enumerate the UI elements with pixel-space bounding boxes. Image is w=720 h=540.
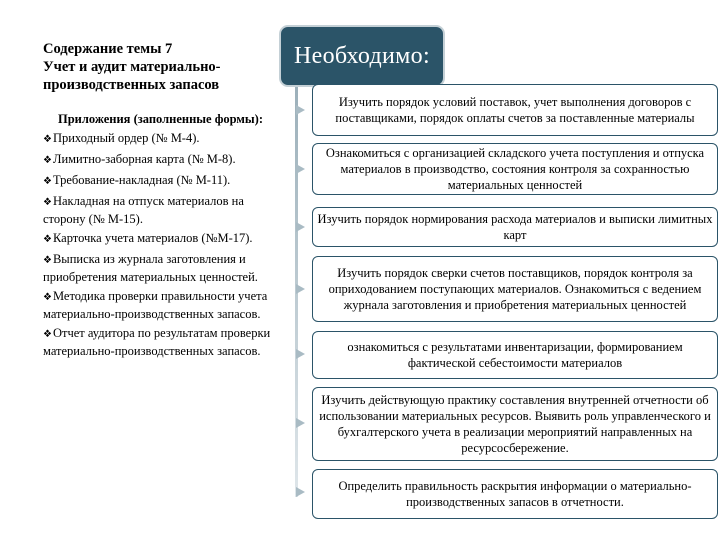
- list-item: ❖Методика проверки правильности учета материально-производственных запасов.: [43, 288, 268, 322]
- topic-title-line-1: Содержание темы 7: [43, 41, 173, 57]
- arrow-icon: [296, 487, 305, 497]
- topic-title-line-2: Учет и аудит материально-: [43, 59, 221, 75]
- appendix-list: [43, 130, 278, 360]
- list-item: ❖Выписка из журнала заготовления и приобретения материальных ценностей.: [43, 251, 258, 285]
- checkmark-bullet-icon: ❖: [43, 291, 52, 303]
- step-box-4: Изучить порядок сверки счетов поставщиков, порядок контроля за оприходованием поступающих материалов. Ознакомиться с ведением журнала заготовления и приобретения материальных ценностей: [312, 256, 718, 322]
- arrow-icon: [296, 164, 305, 174]
- checkmark-bullet-icon: ❖: [43, 254, 52, 266]
- list-item: ❖Лимитно-заборная карта (№ М-8).: [43, 151, 236, 166]
- step-box-5: ознакомиться с результатами инвентаризации, формированием фактической себестоимости материалов: [312, 331, 718, 379]
- checkmark-bullet-icon: ❖: [43, 329, 52, 341]
- checkmark-bullet-icon: ❖: [43, 154, 52, 166]
- topic-panel: [43, 40, 278, 362]
- checkmark-bullet-icon: ❖: [43, 134, 52, 145]
- topic-title-line-3: производственных запасов: [43, 77, 220, 93]
- list-item: ❖Карточка учета материалов (№М-17).: [43, 230, 253, 245]
- checkmark-bullet-icon: ❖: [43, 196, 52, 208]
- list-item: ❖Накладная на отпуск материалов на сторону (№ М-15).: [43, 193, 244, 226]
- arrow-icon: [296, 284, 305, 294]
- arrow-icon: [296, 418, 305, 428]
- arrow-icon: [296, 105, 305, 115]
- topic-title: [43, 40, 278, 94]
- arrow-icon: [296, 222, 305, 232]
- appendix-heading: Приложения (заполненные формы):: [58, 112, 263, 126]
- step-box-7: Определить правильность раскрытия информации о материально-производственных запасов в отчетности.: [312, 469, 718, 519]
- step-box-2: Ознакомиться с организацией складского учета поступления и отпуска материалов в производство, состояния контроля за сохранностью материальных ценностей: [312, 143, 718, 195]
- required-heading: Необходимо:: [279, 25, 445, 87]
- arrow-icon: [296, 349, 305, 359]
- step-box-1: Изучить порядок условий поставок, учет выполнения договоров с поставщиками, порядок оплаты счетов за поставленные материалы: [312, 84, 718, 136]
- step-box-3: Изучить порядок нормирования расхода материалов и выписки лимитных карт: [312, 207, 718, 247]
- list-item: ❖Требование-накладная (№ М-11).: [43, 172, 231, 187]
- checkmark-bullet-icon: ❖: [43, 175, 52, 187]
- step-box-6: Изучить действующую практику составления внутренней отчетности об использовании материальных ресурсов. Выявить роль управленческого и бухгалтерского учета в реализации мероприятий направленных на ресурсосбережение.: [312, 387, 718, 461]
- list-item: ❖Отчет аудитора по результатам проверки материально-производственных запасов.: [43, 326, 271, 359]
- checkmark-bullet-icon: ❖: [43, 233, 52, 245]
- list-item: ❖Приходный ордер (№ М-4).: [43, 131, 200, 145]
